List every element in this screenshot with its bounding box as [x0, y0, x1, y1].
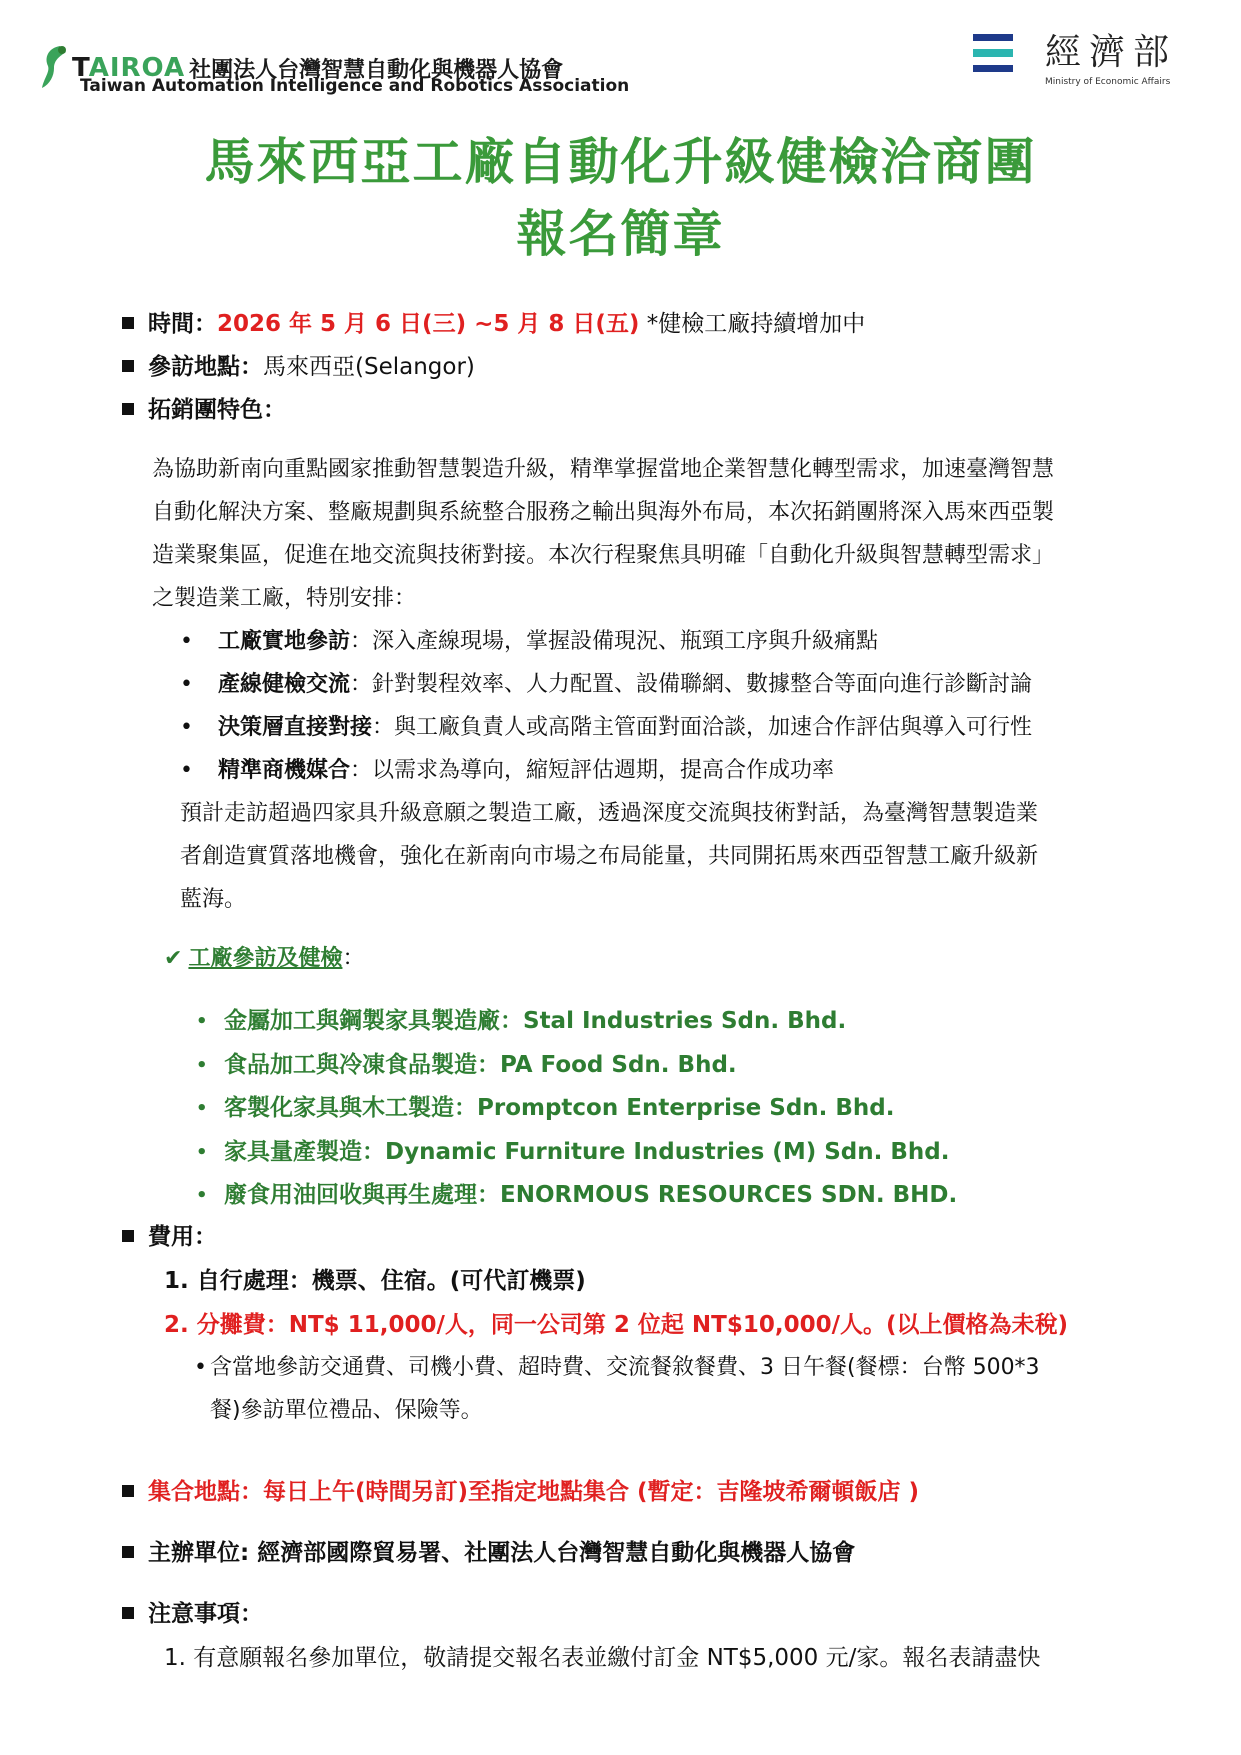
features-bullet-list	[180, 620, 1032, 792]
list-item: • 精準商機媒合：以需求為導向，縮短評估週期，提高合作成功率	[180, 749, 1032, 792]
intro-line: 造業聚集區，促進在地交流與技術對接。本次行程聚焦具明確「自動化升級與智慧轉型需求」	[152, 543, 1055, 568]
tairoa-wordmark: TAIROA	[72, 53, 186, 83]
factory-list	[196, 1000, 957, 1218]
intro-line: 為協助新南向重點國家推動智慧製造升級，精準掌握當地企業智慧化轉型需求，加速臺灣智慧	[152, 457, 1055, 482]
square-bullet-icon	[122, 1607, 134, 1619]
location-value: 馬來西亞(Selangor)	[263, 354, 475, 380]
note-item: 1. 有意願報名參加單位，敬請提交報名表並繳付訂金 NT$5,000 元/家。報名表請盡快	[164, 1645, 1041, 1671]
meeting-text: 集合地點：每日上午(時間另訂)至指定地點集合 (暫定：吉隆坡希爾頓飯店 )	[148, 1479, 920, 1505]
check-icon: ✔	[164, 946, 183, 971]
organizer-text: 主辦單位: 經濟部國際貿易署、社團法人台灣智慧自動化與機器人協會	[148, 1540, 856, 1566]
features-intro	[152, 448, 1162, 620]
square-bullet-icon	[122, 1485, 134, 1497]
factory-item: • 家具量產製造：Dynamic Furniture Industries (M) Sdn. Bhd.	[196, 1131, 957, 1175]
time-label: 時間：	[148, 311, 217, 337]
list-item: • 決策層直接對接：與工廠負責人或高階主管面對面洽談，加速合作評估與導入可行性	[180, 706, 1032, 749]
outro-line: 預計走訪超過四家具升級意願之製造工廠，透過深度交流與技術對話，為臺灣智慧製造業	[180, 801, 1039, 826]
tairoa-emblem-icon	[38, 44, 68, 92]
bullet-icon: •	[194, 1355, 207, 1380]
notes-label: 注意事項：	[148, 1601, 263, 1627]
moea-chinese-name: 經濟部	[1044, 32, 1177, 73]
square-bullet-icon	[122, 403, 134, 415]
features-outro	[180, 792, 1162, 921]
factory-visit-label: 工廠參訪及健檢	[188, 946, 343, 971]
moea-emblem-icon	[973, 34, 1013, 72]
fee-includes: • 含當地參訪交通費、司機小費、超時費、交流餐敘餐費、3 日午餐(餐標：台幣 500*3 餐)參訪單位禮品、保險等。	[194, 1346, 1174, 1432]
time-note: *健檢工廠持續增加中	[639, 311, 866, 337]
time-section	[122, 309, 865, 339]
square-bullet-icon	[122, 360, 134, 372]
features-label: 拓銷團特色：	[148, 397, 286, 423]
tairoa-english-name: Taiwan Automation Intelligence and Robotics Association	[80, 76, 630, 96]
list-item: • 產線健檢交流：針對製程效率、人力配置、設備聯網、數據整合等面向進行診斷討論	[180, 663, 1032, 706]
tairoa-logo	[38, 44, 630, 96]
moea-logo	[973, 24, 1177, 87]
page-subtitle: 報名簡章	[516, 205, 725, 263]
location-label: 參訪地點：	[148, 354, 263, 380]
time-value: 2026 年 5 月 6 日(三) ~5 月 8 日(五)	[217, 311, 640, 337]
features-section	[122, 395, 286, 425]
intro-line: 自動化解決方案、整廠規劃與系統整合服務之輸出與海外布局，本次拓銷團將深入馬來西亞製	[152, 500, 1055, 525]
list-item: • 工廠實地參訪：深入產線現場，掌握設備現況、瓶頸工序與升級痛點	[180, 620, 1032, 663]
factory-item: • 食品加工與冷凍食品製造：PA Food Sdn. Bhd.	[196, 1044, 957, 1088]
intro-line: 之製造業工廠，特別安排：	[152, 586, 417, 611]
notes-section	[122, 1599, 263, 1629]
factory-item: • 金屬加工與鋼製家具製造廠：Stal Industries Sdn. Bhd.	[196, 1000, 957, 1044]
square-bullet-icon	[122, 1230, 134, 1242]
factory-visit-heading: ✔ 工廠參訪及健檢：	[164, 946, 365, 971]
organizer-section	[122, 1538, 855, 1568]
factory-item: • 廢食用油回收與再生處理：ENORMOUS RESOURCES SDN. BHD.	[196, 1174, 957, 1218]
meeting-section	[122, 1477, 919, 1507]
tairoa-chinese-name: 社團法人台灣智慧自動化與機器人協會	[189, 57, 564, 83]
square-bullet-icon	[122, 1546, 134, 1558]
fee-item-shared: 2. 分攤費：NT$ 11,000/人，同一公司第 2 位起 NT$10,000/人。(以上價格為未稅)	[164, 1312, 1068, 1338]
outro-line: 者創造實質落地機會，強化在新南向市場之布局能量，共同開拓馬來西亞智慧工廠升級新	[180, 844, 1039, 869]
fees-section	[122, 1222, 217, 1252]
outro-line: 藍海。	[180, 887, 247, 912]
page-title: 馬來西亞工廠自動化升級健檢洽商團	[204, 133, 1037, 191]
fees-label: 費用：	[148, 1224, 217, 1250]
moea-english-name: Ministry of Economic Affairs	[1044, 77, 1171, 87]
location-section	[122, 352, 475, 382]
square-bullet-icon	[122, 317, 134, 329]
fee-item-self: 1. 自行處理：機票、住宿。(可代訂機票)	[164, 1268, 586, 1294]
factory-item: • 客製化家具與木工製造：Promptcon Enterprise Sdn. Bhd.	[196, 1087, 957, 1131]
